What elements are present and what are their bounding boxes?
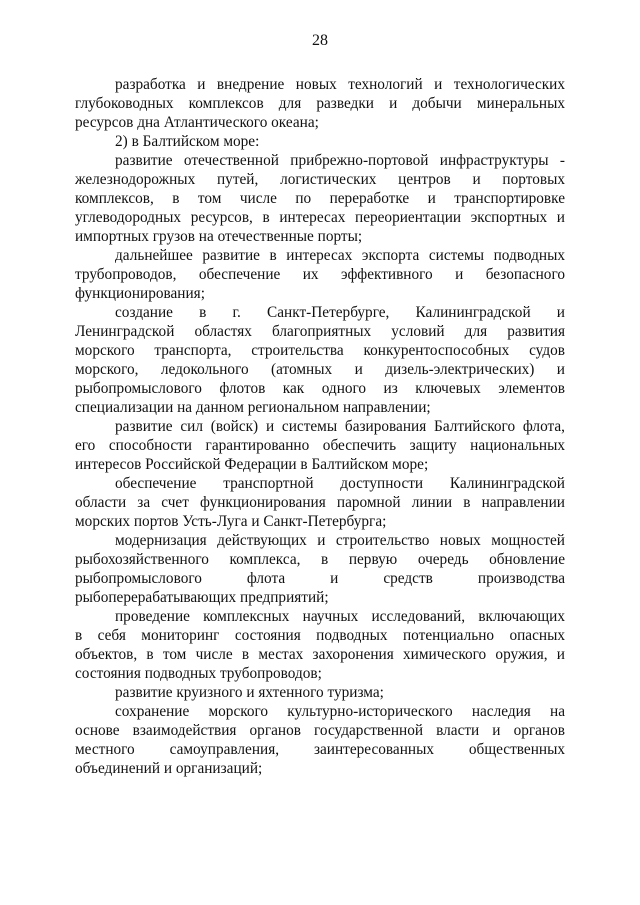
- paragraph-line: в себя мониторинг состояния подводных потенциально опасных: [75, 627, 565, 644]
- paragraph-line: его способности гарантированно обеспечить защиту национальных: [75, 437, 565, 454]
- paragraph-line: модернизация действующих и строительство новых мощностей: [115, 532, 565, 549]
- paragraph-line: импортных грузов на отечественные порты;: [75, 228, 363, 245]
- paragraph-line: развитие круизного и яхтенного туризма;: [115, 684, 384, 701]
- paragraph-line: специализации на данном региональном направлении;: [75, 399, 431, 416]
- paragraph-line: железнодорожных путей, логистических центров и портовых: [75, 171, 565, 188]
- paragraph-line: объединений и организаций;: [75, 760, 263, 777]
- paragraph-line: разработка и внедрение новых технологий и технологических: [115, 76, 565, 93]
- paragraph-line: развитие отечественной прибрежно-портовой инфраструктуры -: [115, 152, 565, 169]
- paragraph: [75, 702, 565, 778]
- paragraph: [75, 683, 565, 702]
- paragraph-line: функционирования;: [75, 285, 205, 302]
- paragraph-line: области за счет функционирования паромной линии в направлении: [75, 494, 565, 511]
- paragraph-line: ресурсов дна Атлантического океана;: [75, 114, 319, 131]
- paragraph-line: объектов, в том числе в местах захоронения химического оружия, и: [75, 646, 565, 663]
- paragraph: [75, 607, 565, 683]
- paragraph-line: развитие сил (войск) и системы базирования Балтийского флота,: [115, 418, 565, 435]
- paragraph-line: создание в г. Санкт-Петербурге, Калининградской и: [115, 304, 565, 321]
- paragraph-line: рыбохозяйственного комплекса, в первую очередь обновление: [75, 551, 565, 568]
- paragraph: [75, 303, 565, 417]
- paragraph: [75, 151, 565, 246]
- paragraph-line: дальнейшее развитие в интересах экспорта системы подводных: [115, 247, 565, 264]
- paragraph-line: морского, ледокольного (атомных и дизель-электрических) и: [75, 361, 565, 378]
- paragraph-line: трубопроводов, обеспечение их эффективного и безопасного: [75, 266, 565, 283]
- paragraph: [75, 474, 565, 531]
- paragraph-line: проведение комплексных научных исследований, включающих: [115, 608, 565, 625]
- paragraph-line: состояния подводных трубопроводов;: [75, 665, 322, 682]
- page-number: 28: [312, 32, 328, 49]
- paragraph-line: местного самоуправления, заинтересованных общественных: [75, 741, 565, 758]
- paragraph-line: 2) в Балтийском море:: [115, 133, 260, 150]
- paragraph-line: основе взаимодействия органов государственной власти и органов: [75, 722, 565, 739]
- paragraph-line: глубоководных комплексов для разведки и добычи минеральных: [75, 95, 565, 112]
- paragraph: [75, 246, 565, 303]
- paragraph-line: комплексов, в том числе по переработке и транспортировке: [75, 190, 565, 207]
- paragraph: [75, 132, 565, 151]
- paragraph-line: морского транспорта, строительства конкурентоспособных судов: [75, 342, 565, 359]
- paragraph-line: рыбопромыслового флотов как одного из ключевых элементов: [75, 380, 565, 397]
- paragraph: [75, 417, 565, 474]
- paragraph-line: Ленинградской областях благоприятных условий для развития: [75, 323, 565, 340]
- paragraph-line: интересов Российской Федерации в Балтийском море;: [75, 456, 429, 473]
- paragraph: [75, 531, 565, 607]
- paragraph-line: рыбопромыслового флота и средств производства: [75, 570, 565, 587]
- paragraph-line: сохранение морского культурно-исторического наследия на: [115, 703, 565, 720]
- document-body: [75, 75, 565, 778]
- paragraph-line: углеводородных ресурсов, в интересах переориентации экспортных и: [75, 209, 565, 226]
- paragraph-line: рыбоперерабатывающих предприятий;: [75, 589, 329, 606]
- paragraph-line: обеспечение транспортной доступности Калининградской: [115, 475, 565, 492]
- paragraph: [75, 75, 565, 132]
- paragraph-line: морских портов Усть-Луга и Санкт-Петербурга;: [75, 513, 387, 530]
